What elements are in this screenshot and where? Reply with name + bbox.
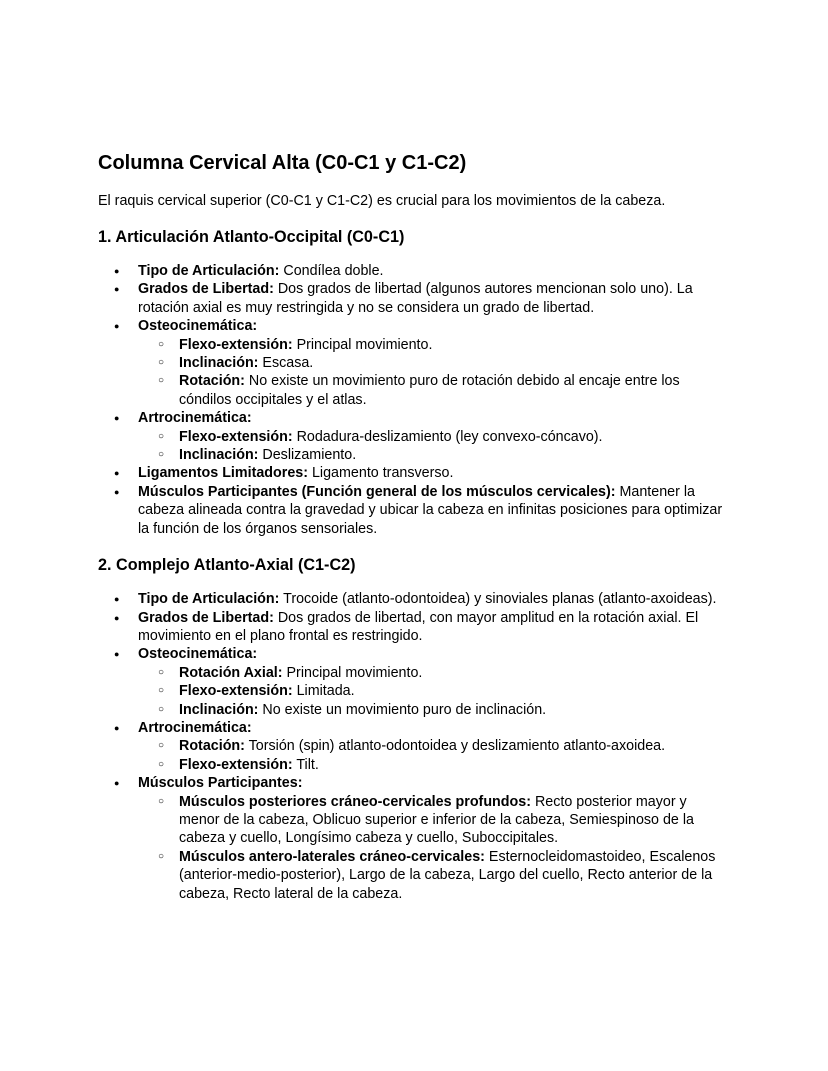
list-item xyxy=(179,756,723,774)
item-text: Ligamento transverso. xyxy=(308,465,454,482)
intro-paragraph: El raquis cervical superior (C0-C1 y C1-C2) es crucial para los movimientos de la cabeza. xyxy=(98,193,666,209)
sub-bullet-list xyxy=(179,793,723,903)
list-item xyxy=(138,609,723,646)
item-text: Dos grados de libertad, con mayor amplitud en la rotación axial. El movimiento en el plano frontal es restringido. xyxy=(138,609,699,644)
list-item xyxy=(179,446,723,464)
item-label: Osteocinemática: xyxy=(138,318,258,335)
list-item xyxy=(179,354,723,372)
list-item xyxy=(179,701,723,719)
item-label: Tipo de Articulación: xyxy=(138,263,280,279)
item-text: Tilt. xyxy=(292,756,319,773)
list-item xyxy=(138,645,723,719)
item-label: Inclinación: xyxy=(179,355,259,372)
section-heading: 1. Articulación Atlanto-Occipital (C0-C1) xyxy=(98,228,405,246)
item-label: Rotación: xyxy=(179,373,245,390)
list-item xyxy=(179,793,723,848)
item-text: Deslizamiento. xyxy=(258,447,357,464)
item-label: Ligamentos Limitadores: xyxy=(138,465,308,482)
item-label: Inclinación: xyxy=(179,447,259,464)
list-item xyxy=(179,664,723,682)
item-label: Tipo de Articulación: xyxy=(138,591,280,608)
sub-bullet-list xyxy=(179,664,723,719)
item-label: Músculos Participantes: xyxy=(138,775,303,792)
list-item xyxy=(179,372,723,409)
bullet-list xyxy=(138,590,723,903)
section xyxy=(98,226,728,538)
item-text: Rodadura-deslizamiento (ley convexo-cóncavo). xyxy=(292,428,603,445)
item-label: Flexo-extensión: xyxy=(179,756,293,773)
item-text: No existe un movimiento puro de inclinación. xyxy=(258,701,547,718)
list-item xyxy=(179,336,723,354)
item-text: Principal movimiento. xyxy=(282,664,423,681)
item-text: Condílea doble. xyxy=(279,263,384,279)
section xyxy=(98,554,728,903)
document-title: Columna Cervical Alta (C0-C1 y C1-C2) xyxy=(98,152,467,174)
list-item xyxy=(138,464,723,482)
sub-bullet-list xyxy=(179,737,723,774)
item-text: Torsión (spin) atlanto-odontoidea y deslizamiento atlanto-axoidea. xyxy=(244,738,666,755)
section-heading: 2. Complejo Atlanto-Axial (C1-C2) xyxy=(98,556,356,575)
list-item xyxy=(138,262,723,280)
item-text: No existe un movimiento puro de rotación debido al encaje entre los cóndilos occipitales y el atlas. xyxy=(179,373,680,408)
list-item xyxy=(179,682,723,700)
item-label: Rotación: xyxy=(179,738,245,755)
list-item xyxy=(138,409,723,464)
list-item xyxy=(138,719,723,774)
list-item xyxy=(138,483,723,538)
item-label: Músculos Participantes (Función general de los músculos cervicales): xyxy=(138,483,616,500)
item-label: Osteocinemática: xyxy=(138,646,258,663)
item-label: Grados de Libertad: xyxy=(138,281,274,298)
document-page xyxy=(98,150,728,919)
item-text: Limitada. xyxy=(292,683,355,700)
item-text: Recto posterior mayor y menor de la cabeza, Oblicuo superior e inferior de la cabeza, Semiespinoso de la cabeza y cuello, Longísimo cabeza y cuello, Suboccipitales. xyxy=(179,793,694,847)
bullet-list xyxy=(138,262,723,538)
item-label: Flexo-extensión: xyxy=(179,336,293,353)
item-label: Flexo-extensión: xyxy=(179,683,293,700)
item-text: Mantener la cabeza alineada contra la gravedad y ubicar la cabeza en infinitas posiciones para optimizar la función de los órganos sensoriales. xyxy=(138,483,723,537)
item-text: Dos grados de libertad (algunos autores mencionan solo uno). La rotación axial es muy restringida y no se considera un grado de libertad. xyxy=(138,281,693,316)
item-label: Inclinación: xyxy=(179,701,259,718)
list-item xyxy=(138,280,723,317)
item-label: Grados de Libertad: xyxy=(138,609,274,626)
list-item xyxy=(179,428,723,446)
item-text: Trocoide (atlanto-odontoidea) y sinoviales planas (atlanto-axoideas). xyxy=(279,591,717,608)
list-item xyxy=(179,737,723,755)
list-item xyxy=(179,848,723,903)
list-item xyxy=(138,590,723,608)
list-item xyxy=(138,317,723,409)
item-label: Flexo-extensión: xyxy=(179,428,293,445)
item-label: Rotación Axial: xyxy=(179,664,283,681)
item-text: Escasa. xyxy=(258,355,314,372)
sections-container xyxy=(98,226,728,903)
sub-bullet-list xyxy=(179,336,723,410)
item-text: Esternocleidomastoideo, Escalenos (anterior-medio-posterior), Largo de la cabeza, Largo del cuello, Recto anterior de la cabeza, Recto lateral de la cabeza. xyxy=(179,848,716,902)
item-label: Artrocinemática: xyxy=(138,719,252,736)
item-label: Músculos antero-laterales cráneo-cervicales: xyxy=(179,848,485,865)
sub-bullet-list xyxy=(179,428,723,465)
item-text: Principal movimiento. xyxy=(292,336,433,353)
item-label: Artrocinemática: xyxy=(138,410,252,427)
list-item xyxy=(138,774,723,903)
item-label: Músculos posteriores cráneo-cervicales profundos: xyxy=(179,793,531,810)
